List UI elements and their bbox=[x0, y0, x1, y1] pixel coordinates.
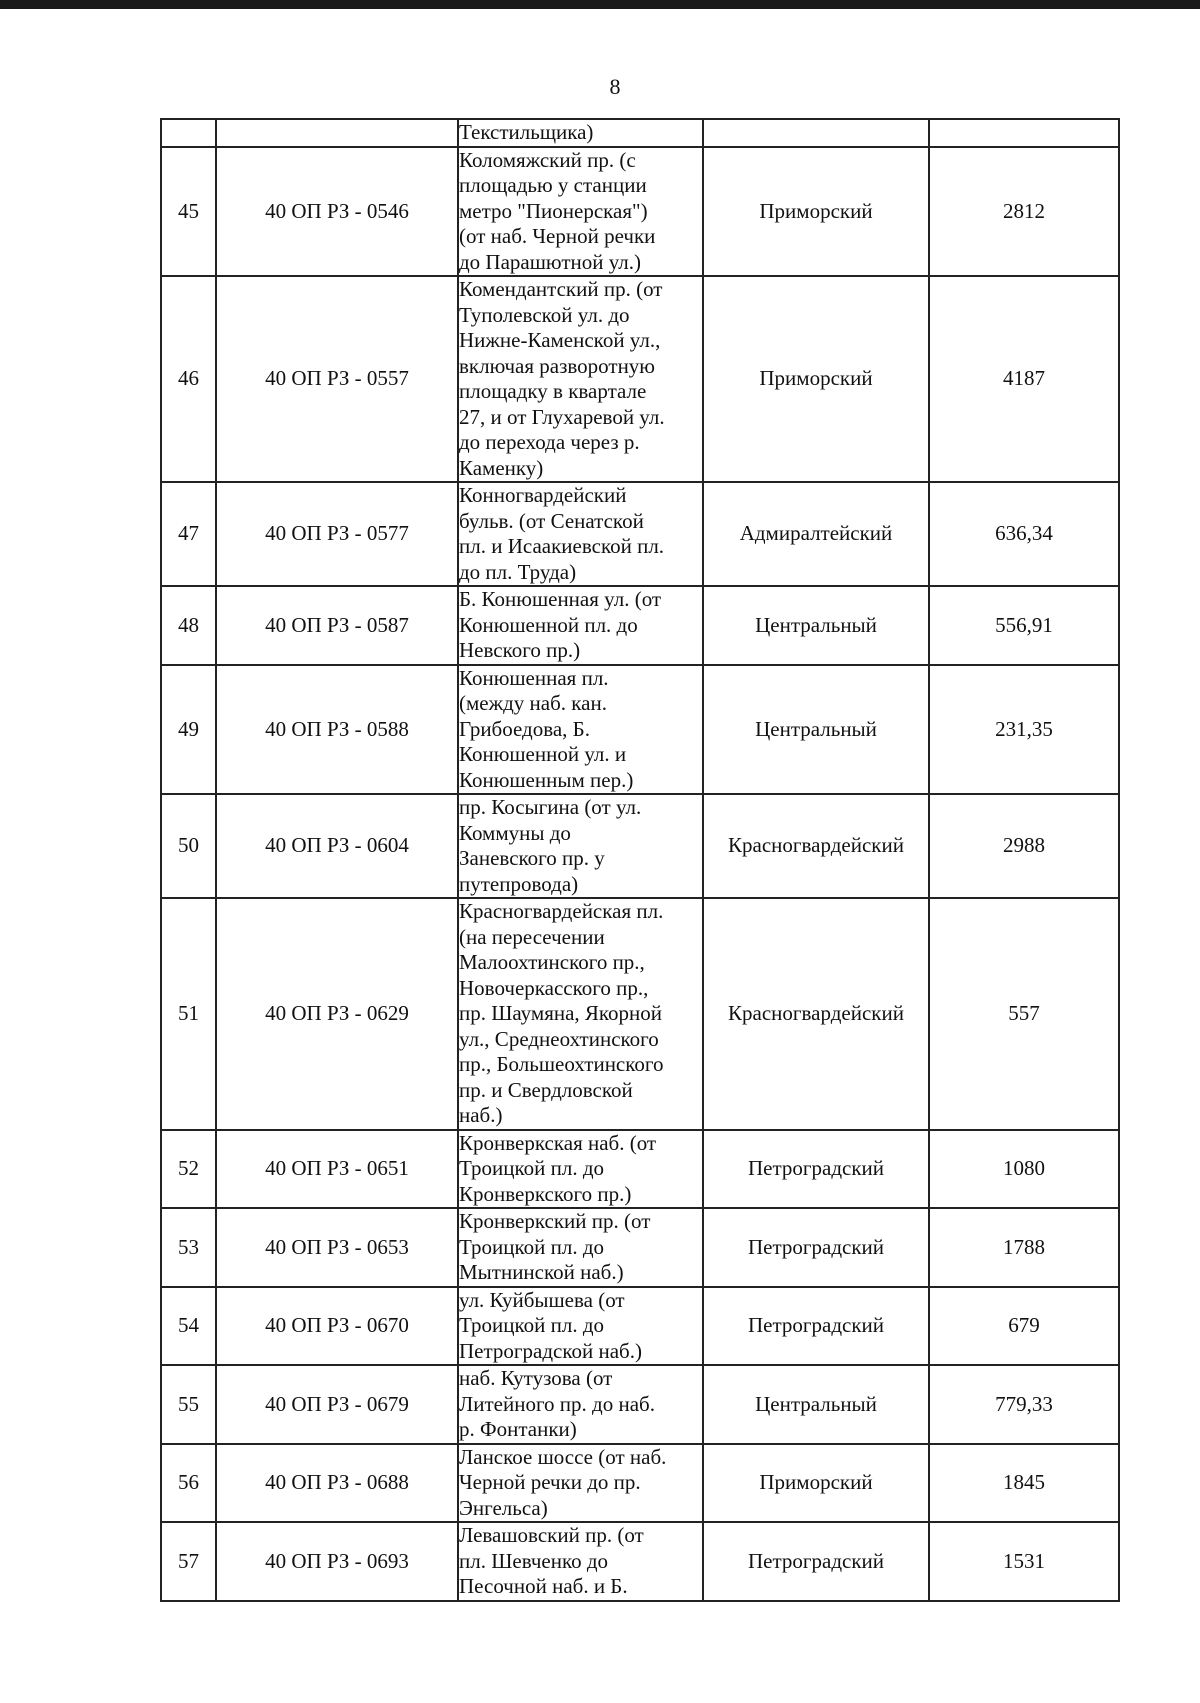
road-code-cell bbox=[216, 147, 458, 277]
road-length-cell bbox=[929, 794, 1119, 898]
row-number: 47 bbox=[178, 521, 199, 546]
table-row bbox=[161, 1365, 1119, 1444]
road-length-cell bbox=[929, 119, 1119, 147]
table-row bbox=[161, 586, 1119, 665]
road-code-cell bbox=[216, 1444, 458, 1523]
row-number-cell bbox=[161, 898, 216, 1130]
road-code: 40 ОП РЗ - 0629 bbox=[265, 1001, 409, 1025]
row-number-cell bbox=[161, 119, 216, 147]
district-name-cell bbox=[703, 1208, 929, 1287]
table-row bbox=[161, 119, 1119, 147]
table-row bbox=[161, 1130, 1119, 1209]
district-name: Центральный bbox=[755, 612, 877, 637]
row-number-cell bbox=[161, 665, 216, 795]
scan-top-edge bbox=[0, 0, 1200, 9]
roads-table-body bbox=[161, 119, 1119, 1601]
road-name-cell bbox=[458, 898, 703, 1130]
road-code: 40 ОП РЗ - 0557 bbox=[265, 366, 409, 391]
row-number-cell bbox=[161, 1208, 216, 1287]
table-row bbox=[161, 1444, 1119, 1523]
row-number-cell bbox=[161, 1130, 216, 1209]
page-number: 8 bbox=[609, 74, 621, 99]
row-number: 50 bbox=[178, 833, 199, 858]
district-name: Приморский bbox=[759, 1470, 873, 1494]
road-length-cell bbox=[929, 147, 1119, 277]
road-code: 40 ОП РЗ - 0546 bbox=[265, 198, 409, 223]
road-code: 40 ОП РЗ - 0688 bbox=[265, 1470, 409, 1494]
row-number-cell bbox=[161, 276, 216, 482]
row-number: 53 bbox=[178, 1234, 199, 1259]
road-name: Б. Конюшенная ул. (от Конюшенной пл. до Невского пр.) bbox=[459, 587, 662, 662]
row-number: 49 bbox=[178, 716, 199, 741]
table-row bbox=[161, 665, 1119, 795]
district-name-cell bbox=[703, 898, 929, 1130]
road-code-cell bbox=[216, 1522, 458, 1601]
district-name: Петроградский bbox=[747, 1548, 885, 1573]
district-name: Петроградский bbox=[747, 1313, 885, 1337]
road-length: 556,91 bbox=[995, 612, 1053, 637]
row-number-cell bbox=[161, 1365, 216, 1444]
district-name-cell bbox=[703, 665, 929, 795]
table-row bbox=[161, 276, 1119, 482]
road-code-cell bbox=[216, 276, 458, 482]
road-name-cell bbox=[458, 119, 703, 147]
road-name: ул. Куйбышева (от Троицкой пл. до Петроградской наб.) bbox=[459, 1287, 642, 1363]
road-name: Ланское шоссе (от наб. Черной речки до пр. Энгельса) bbox=[459, 1444, 667, 1520]
row-number: 56 bbox=[178, 1470, 199, 1494]
road-length: 1788 bbox=[1003, 1234, 1045, 1259]
road-length: 2812 bbox=[1003, 198, 1045, 223]
road-length-cell bbox=[929, 586, 1119, 665]
road-length-cell bbox=[929, 1444, 1119, 1523]
road-name: Кронверкская наб. (от Троицкой пл. до Кронверкского пр.) bbox=[459, 1130, 657, 1206]
road-code-cell bbox=[216, 794, 458, 898]
road-length-cell bbox=[929, 898, 1119, 1130]
road-length-cell bbox=[929, 1522, 1119, 1601]
road-code: 40 ОП РЗ - 0588 bbox=[265, 716, 409, 741]
road-name: Конногвардейский бульв. (от Сенатской пл. и Исаакиевской пл. до пл. Труда) bbox=[459, 483, 665, 584]
road-name: пр. Косыгина (от ул. Коммуны до Заневского пр. у путепровода) bbox=[459, 795, 642, 896]
district-name: Приморский bbox=[759, 366, 873, 391]
road-length: 1531 bbox=[1003, 1548, 1045, 1573]
road-name: Левашовский пр. (от пл. Шевченко до Песочной наб. и Б. bbox=[459, 1523, 644, 1598]
row-number-cell bbox=[161, 1444, 216, 1523]
roads-table bbox=[160, 118, 1120, 1602]
road-code: 40 ОП РЗ - 0604 bbox=[265, 833, 409, 858]
road-length-cell bbox=[929, 665, 1119, 795]
district-name: Петроградский bbox=[747, 1234, 885, 1259]
district-name: Центральный bbox=[755, 716, 877, 741]
table-row bbox=[161, 147, 1119, 277]
district-name: Петроградский bbox=[747, 1156, 885, 1180]
district-name-cell bbox=[703, 794, 929, 898]
road-code: 40 ОП РЗ - 0651 bbox=[265, 1156, 409, 1180]
row-number: 54 bbox=[178, 1313, 199, 1337]
road-name-cell bbox=[458, 147, 703, 277]
row-number-cell bbox=[161, 482, 216, 586]
row-number: 45 bbox=[178, 198, 199, 223]
road-code-cell bbox=[216, 665, 458, 795]
road-code-cell bbox=[216, 898, 458, 1130]
row-number-cell bbox=[161, 147, 216, 277]
road-length-cell bbox=[929, 1287, 1119, 1366]
table-row bbox=[161, 794, 1119, 898]
district-name-cell bbox=[703, 1130, 929, 1209]
road-name-cell bbox=[458, 1287, 703, 1366]
table-row bbox=[161, 1522, 1119, 1601]
row-number-cell bbox=[161, 586, 216, 665]
district-name: Приморский bbox=[759, 198, 873, 223]
district-name-cell bbox=[703, 276, 929, 482]
road-code-cell bbox=[216, 119, 458, 147]
row-number: 55 bbox=[178, 1391, 199, 1416]
district-name: Красногвардейский bbox=[728, 1001, 904, 1025]
road-length: 779,33 bbox=[995, 1391, 1053, 1416]
road-code: 40 ОП РЗ - 0693 bbox=[265, 1548, 409, 1573]
road-name: наб. Кутузова (от Литейного пр. до наб. р. Фонтанки) bbox=[459, 1366, 655, 1441]
row-number: 51 bbox=[178, 1001, 199, 1025]
row-number: 52 bbox=[178, 1156, 199, 1180]
row-number-cell bbox=[161, 1287, 216, 1366]
road-length: 679 bbox=[1008, 1313, 1040, 1337]
road-name-cell bbox=[458, 665, 703, 795]
road-length-cell bbox=[929, 1130, 1119, 1209]
road-code-cell bbox=[216, 482, 458, 586]
road-length: 231,35 bbox=[995, 716, 1053, 741]
road-name-cell bbox=[458, 1444, 703, 1523]
district-name-cell bbox=[703, 147, 929, 277]
district-name: Красногвардейский bbox=[728, 833, 904, 858]
district-name-cell bbox=[703, 1287, 929, 1366]
road-code-cell bbox=[216, 1287, 458, 1366]
road-code: 40 ОП РЗ - 0653 bbox=[265, 1234, 409, 1259]
table-row bbox=[161, 1287, 1119, 1366]
road-length-cell bbox=[929, 1208, 1119, 1287]
road-name: Красногвардейская пл. (на пересечении Малоохтинского пр., Новочеркасского пр., пр. Шаумяна, Якорной ул., Среднеохтинского пр., Большеохтинского пр. и Свердловской наб.) bbox=[459, 899, 664, 1127]
road-name-cell bbox=[458, 1522, 703, 1601]
road-length: 1845 bbox=[1003, 1470, 1045, 1494]
road-name-cell bbox=[458, 586, 703, 665]
district-name-cell bbox=[703, 1522, 929, 1601]
road-name: Коломяжский пр. (с площадью у станции метро "Пионерская") (от наб. Черной речки до Парашютной ул.) bbox=[459, 147, 656, 274]
road-code-cell bbox=[216, 1208, 458, 1287]
road-length: 2988 bbox=[1003, 833, 1045, 858]
district-name-cell bbox=[703, 586, 929, 665]
road-name: Текстильщика) bbox=[459, 120, 594, 144]
district-name-cell bbox=[703, 1365, 929, 1444]
row-number: 46 bbox=[178, 366, 199, 391]
district-name: Адмиралтейский bbox=[739, 521, 893, 546]
row-number-cell bbox=[161, 794, 216, 898]
road-code: 40 ОП РЗ - 0670 bbox=[265, 1313, 409, 1337]
road-code-cell bbox=[216, 586, 458, 665]
road-name-cell bbox=[458, 1208, 703, 1287]
road-name-cell bbox=[458, 1130, 703, 1209]
road-name: Комендантский пр. (от Туполевской ул. до Нижне-Каменской ул., включая разворотную площадку в квартале 27, и от Глухаревой ул. до перехода через р. Каменку) bbox=[459, 277, 665, 480]
district-name-cell bbox=[703, 482, 929, 586]
road-length-cell bbox=[929, 276, 1119, 482]
road-length: 557 bbox=[1008, 1001, 1040, 1025]
road-name-cell bbox=[458, 794, 703, 898]
road-name-cell bbox=[458, 1365, 703, 1444]
district-name-cell bbox=[703, 1444, 929, 1523]
district-name-cell bbox=[703, 119, 929, 147]
table-row bbox=[161, 482, 1119, 586]
road-length: 636,34 bbox=[995, 521, 1053, 546]
road-code: 40 ОП РЗ - 0679 bbox=[265, 1391, 409, 1416]
road-code: 40 ОП РЗ - 0587 bbox=[265, 612, 409, 637]
road-length-cell bbox=[929, 482, 1119, 586]
table-row bbox=[161, 898, 1119, 1130]
road-length: 4187 bbox=[1003, 366, 1045, 391]
road-name-cell bbox=[458, 482, 703, 586]
road-code-cell bbox=[216, 1365, 458, 1444]
road-name: Кронверкский пр. (от Троицкой пл. до Мытнинской наб.) bbox=[459, 1209, 651, 1284]
road-name: Конюшенная пл. (между наб. кан. Грибоедова, Б. Конюшенной ул. и Конюшенным пер.) bbox=[459, 665, 634, 792]
district-name: Центральный bbox=[755, 1391, 877, 1416]
table-row bbox=[161, 1208, 1119, 1287]
road-code: 40 ОП РЗ - 0577 bbox=[265, 521, 409, 546]
road-code-cell bbox=[216, 1130, 458, 1209]
road-length: 1080 bbox=[1003, 1156, 1045, 1180]
row-number: 48 bbox=[178, 612, 199, 637]
road-name-cell bbox=[458, 276, 703, 482]
row-number: 57 bbox=[178, 1548, 199, 1573]
road-length-cell bbox=[929, 1365, 1119, 1444]
row-number-cell bbox=[161, 1522, 216, 1601]
